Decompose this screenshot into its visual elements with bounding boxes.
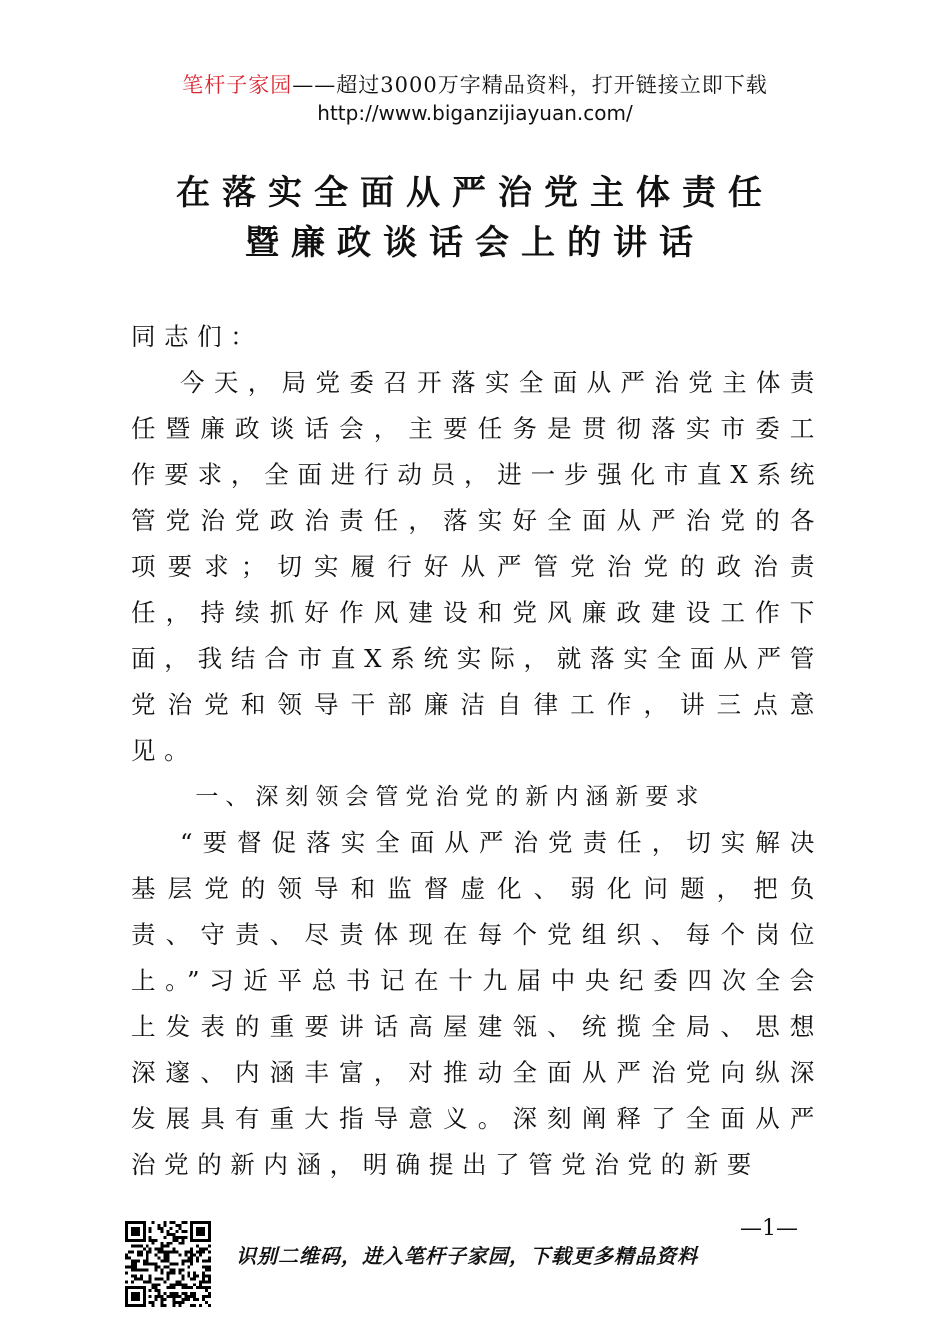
paragraph-intro: 今天，局党委召开落实全面从严治党主体责任暨廉政谈话会，主要任务是贯彻落实市委工作要求，全面进行动员，进一步强化市直X系统管党治党政治责任，落实好全面从严治党的各项要求；切实履行好从严管党治党的政治责任，持续抓好作风建设和党风廉政建设工作下面，我结合市直X系统实际，就落实全面从严管党治党和领导干部廉洁自律工作，讲三点意见。 <box>131 368 823 765</box>
document-title <box>0 168 950 268</box>
paragraph-section-1: “要督促落实全面从严治党责任，切实解决基层党的领导和监督虚化、弱化问题，把负责、守责、尽责体现在每个党组织、每个岗位上。”习近平总书记在十九届中央纪委四次全会上发表的重要讲话高屋建瓴、统揽全局、思想深邃、内涵丰富，对推动全面从严治党向纵深发展具有重大指导意义。深刻阐释了全面从严治党的新内涵，明确提出了管党治党的新要 <box>131 828 823 1179</box>
header-banner <box>0 70 950 100</box>
salutation: 同志们： <box>131 322 264 351</box>
title-line-2: 暨廉政谈话会上的讲话 <box>245 223 705 263</box>
brand-name[interactable]: 笔杆子家园 <box>182 73 293 97</box>
header-tagline: ——超过3000万字精品资料，打开链接立即下载 <box>292 73 768 97</box>
title-line-1: 在落实全面从严治党主体责任 <box>176 173 774 213</box>
document-body <box>131 314 823 1188</box>
qr-code-icon[interactable] <box>125 1221 211 1307</box>
header-url[interactable]: http://www.biganzijiayuan.com/ <box>317 101 633 125</box>
page-number: —1— <box>740 1216 798 1241</box>
footer-text: 识别二维码，进入笔杆子家园，下载更多精品资料 <box>236 1244 698 1268</box>
section-heading-1: 一、深刻领会管党治党的新内涵新要求 <box>195 784 706 810</box>
document-header <box>0 70 950 128</box>
